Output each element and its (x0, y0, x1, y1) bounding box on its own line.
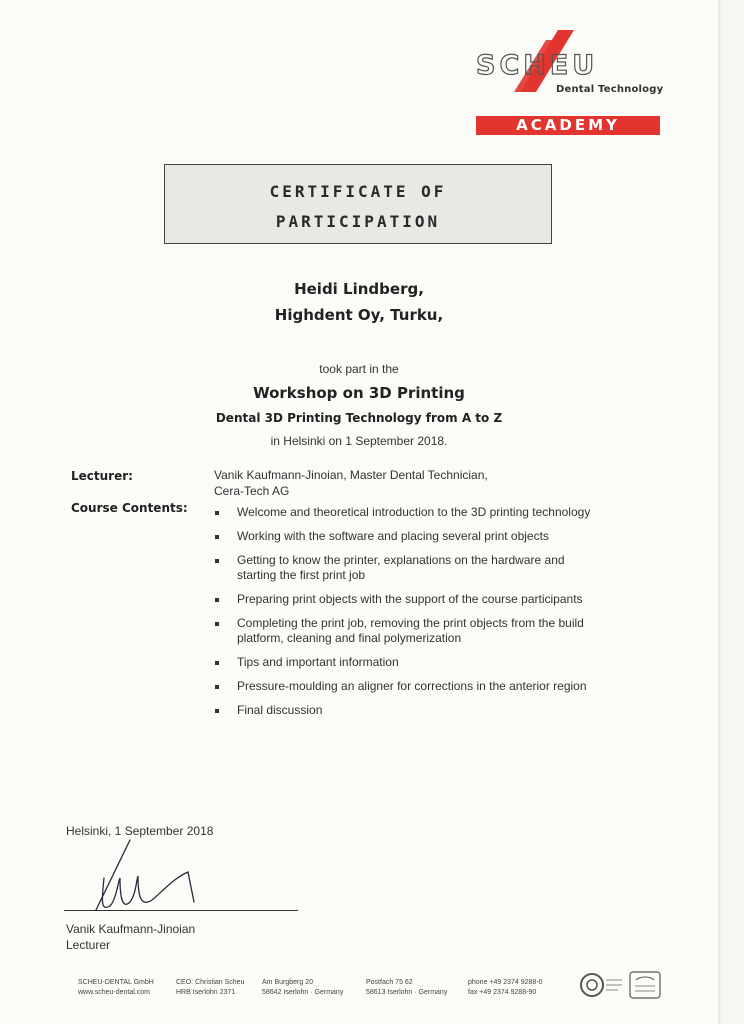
location-date: in Helsinki on 1 September 2018. (270, 434, 448, 448)
footer-text: fax +49 2374 9288-90 (468, 989, 537, 996)
footer-text: HRB Iserlohn 2371 (176, 989, 236, 996)
workshop-title: Workshop on 3D Printing (253, 384, 465, 402)
handwritten-signature-icon (90, 838, 210, 918)
footer-text: SCHEU-DENTAL GmbH (78, 979, 154, 986)
list-item: Pressure-moulding an aligner for corrections in the anterior region (214, 679, 604, 694)
certification-seal-icon (578, 970, 662, 1002)
footer-text: Postfach 75 62 (366, 979, 413, 986)
footer-text: 58642 Iserlohn · Germany (262, 989, 344, 996)
lecturer-line-1: Vanik Kaufmann-Jinoian, Master Dental Technician, (214, 468, 488, 482)
footer-company (78, 978, 154, 998)
workshop-subtitle: Dental 3D Printing Technology from A to Z (215, 411, 503, 425)
footer-contact (468, 978, 543, 998)
title-line-1: CERTIFICATE OF (269, 182, 447, 201)
signature-role: Lecturer (66, 938, 111, 952)
lecturer-value (214, 467, 574, 499)
course-contents-list (214, 505, 604, 727)
footer-ceo (176, 978, 244, 998)
list-item: Getting to know the printer, explanations on the hardware and starting the first print job (214, 553, 604, 583)
footer-text: www.scheu-dental.com (78, 989, 150, 996)
logo-wordmark: SCHEU (476, 50, 599, 81)
list-item: Preparing print objects with the support of the course participants (214, 592, 604, 607)
participant-company: Highdent Oy, Turku, (274, 306, 444, 324)
lecturer-line-2: Cera-Tech AG (214, 484, 290, 498)
signature-place-date: Helsinki, 1 September 2018 (66, 824, 214, 838)
footer-address (262, 978, 343, 998)
list-item: Tips and important information (214, 655, 604, 670)
footer-text: 58613 Iserlohn · Germany (366, 989, 448, 996)
list-item: Working with the software and placing several print objects (214, 529, 604, 544)
footer-text: CEO: Christian Scheu (176, 979, 245, 986)
signature-line (64, 910, 298, 911)
list-item: Completing the print job, removing the print objects from the build platform, cleaning and final polymerization (214, 616, 604, 646)
footer-text: phone +49 2374 9288-0 (468, 979, 543, 986)
academy-banner: ACADEMY (476, 116, 660, 135)
signature-name: Vanik Kaufmann-Jinoian (66, 922, 196, 936)
footer-text: Am Burgberg 20 (262, 979, 313, 986)
certificate-title-box (164, 164, 552, 244)
list-item: Welcome and theoretical introduction to the 3D printing technology (214, 505, 604, 520)
footer-postbox (366, 978, 447, 998)
logo-tagline: Dental Technology (556, 84, 664, 95)
course-contents-label: Course Contents: (71, 501, 188, 515)
participant-name: Heidi Lindberg, (294, 280, 424, 298)
lecturer-label: Lecturer: (71, 469, 133, 483)
title-line-2: PARTICIPATION (275, 212, 441, 231)
list-item: Final discussion (214, 703, 604, 718)
took-part-text: took part in the (319, 362, 399, 376)
